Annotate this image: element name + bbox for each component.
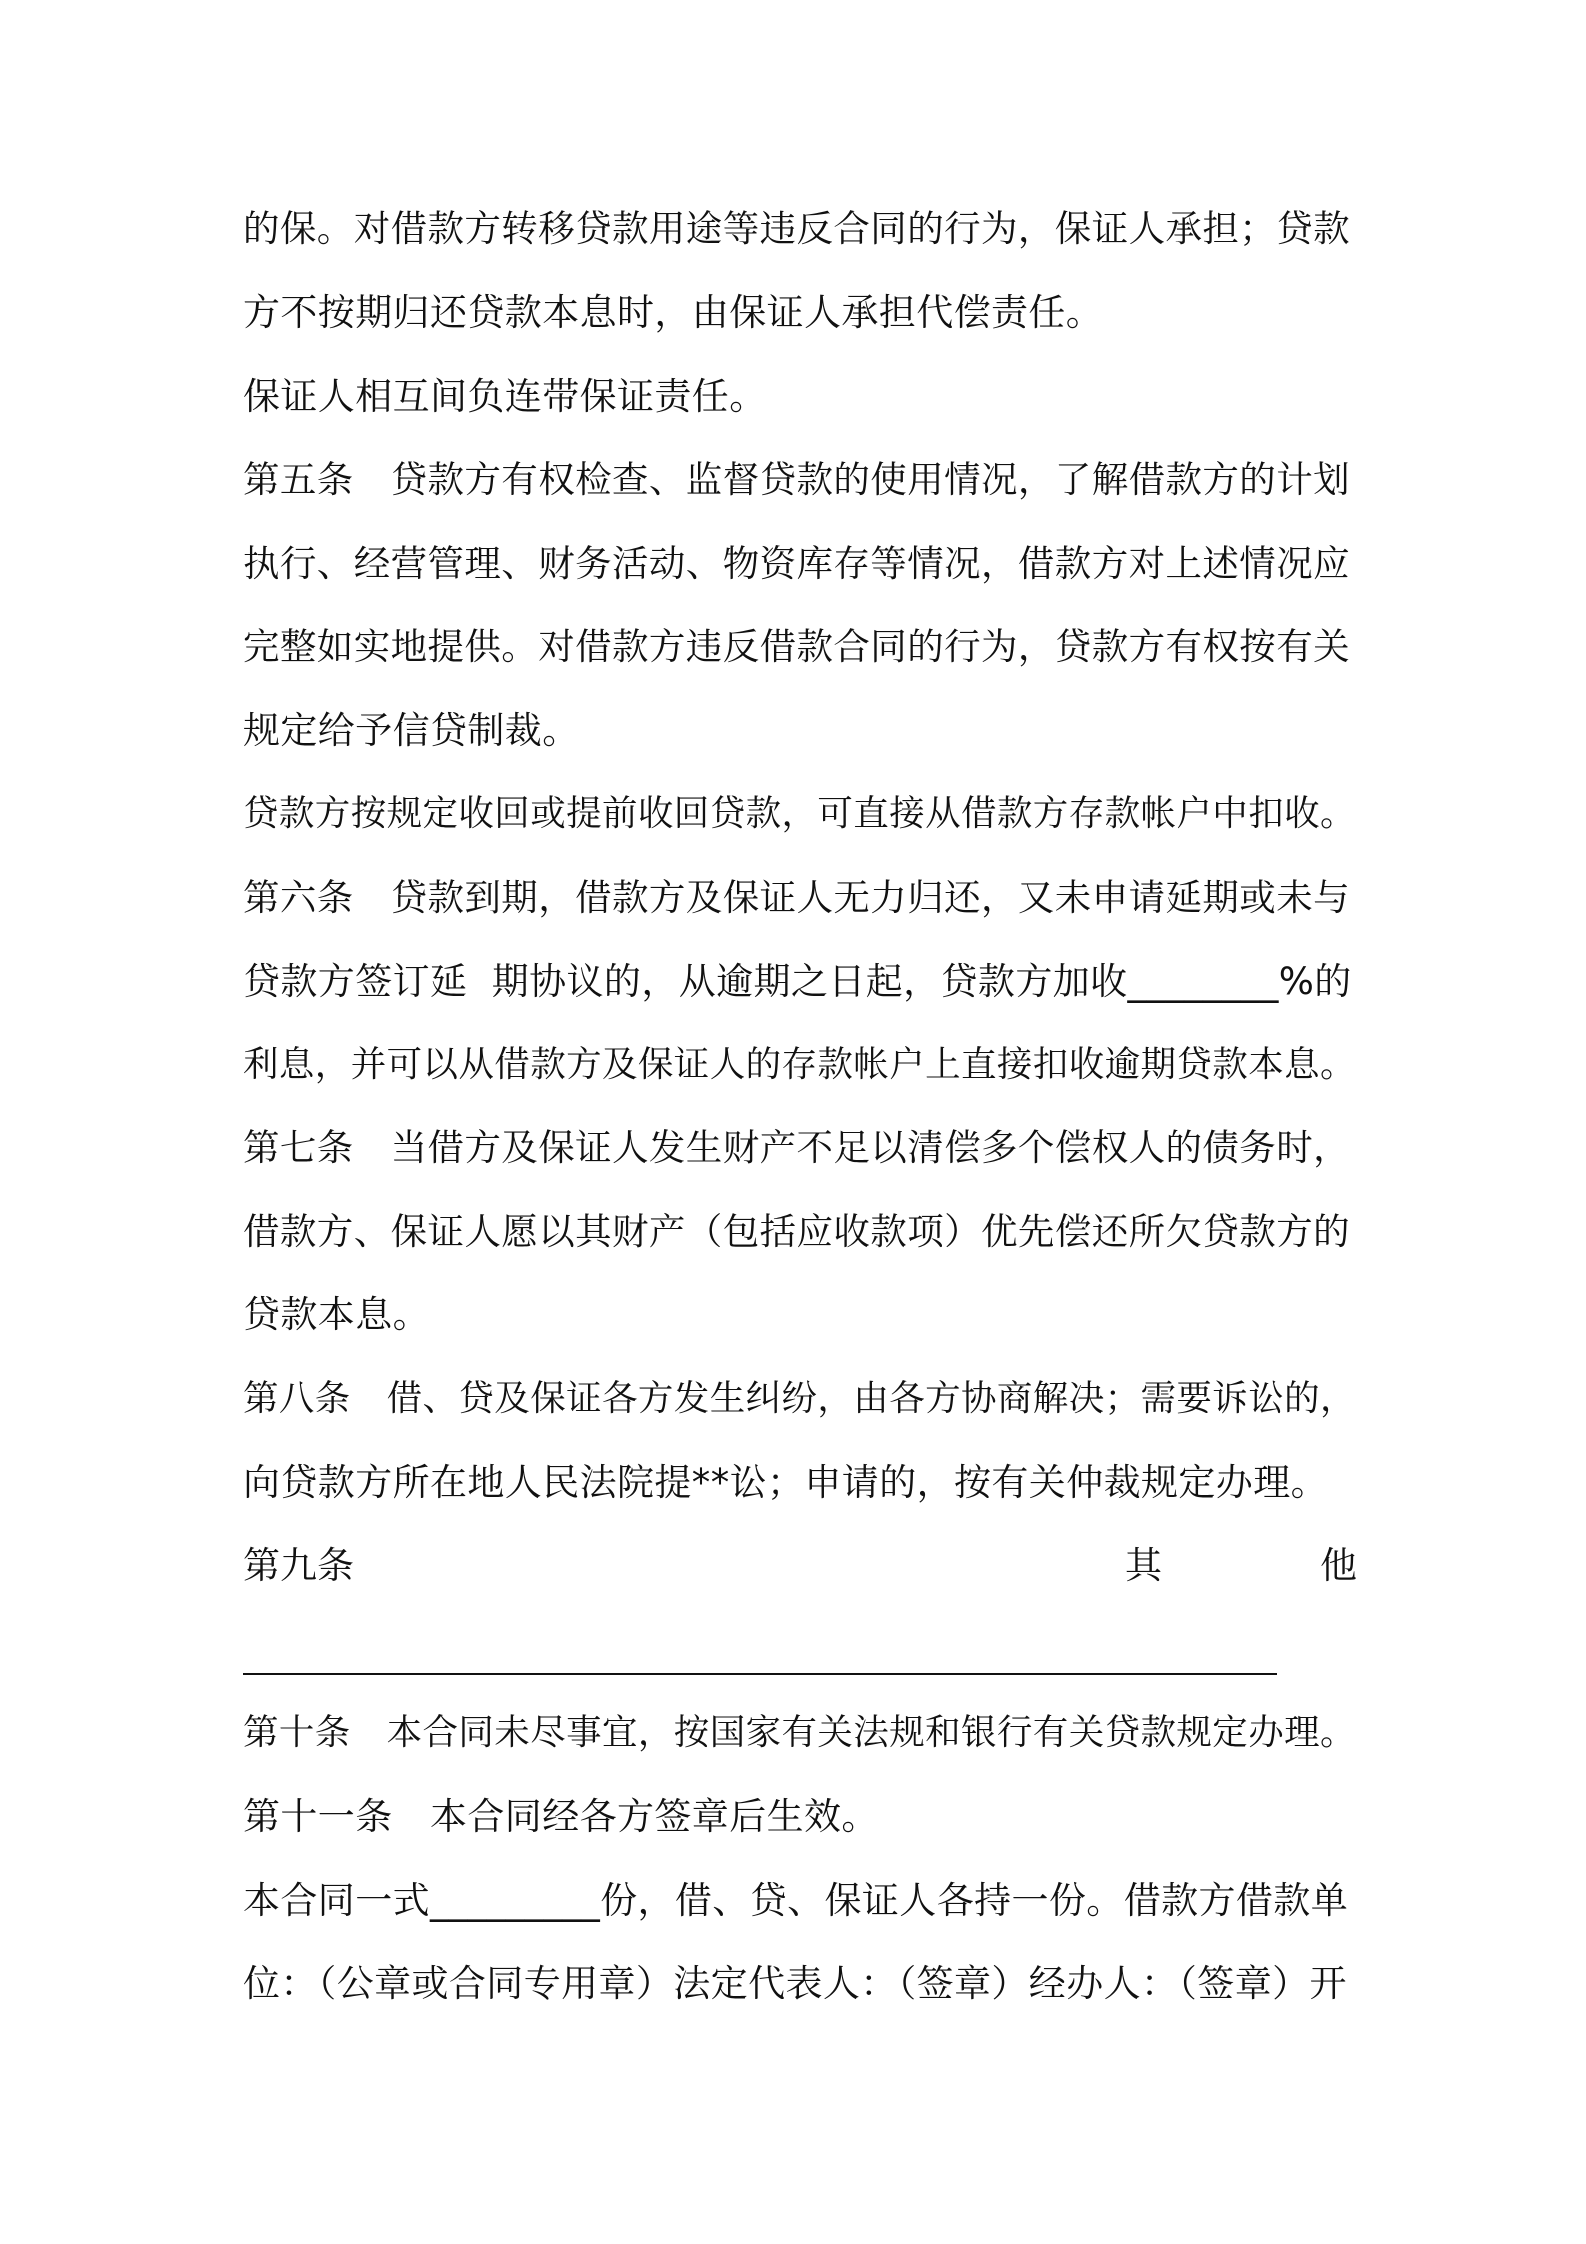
article-nine-char: 其 bbox=[1125, 1544, 1162, 1587]
text-line: 向贷款方所在地人民法院提**讼；申请的，按有关仲裁规定办理。 bbox=[243, 1461, 1328, 1504]
text-line: 贷款本息。 bbox=[243, 1293, 430, 1336]
text-line: 规定给予信贷制裁。 bbox=[243, 709, 580, 752]
text-line: 借款方、保证人愿以其财产（包括应收款项）优先偿还所欠贷款方的 bbox=[243, 1210, 1350, 1253]
text-line: 第五条 贷款方有权检查、监督贷款的使用情况，了解借款方的计划 bbox=[243, 458, 1350, 501]
text-line: 利息，并可以从借款方及保证人的存款帐户上直接扣收逾期贷款本息。 bbox=[243, 1044, 1356, 1085]
text-line: 第十一条 本合同经各方签章后生效。 bbox=[243, 1795, 879, 1838]
text-line: 方不按期归还贷款本息时，由保证人承担代偿责任。 bbox=[243, 291, 1104, 334]
text-line: 第六条 贷款到期，借款方及保证人无力归还，又未申请延期或未与 bbox=[243, 876, 1350, 919]
text-line: 第十条 本合同未尽事宜，按国家有关法规和银行有关贷款规定办理。 bbox=[243, 1712, 1356, 1753]
text-line: 执行、经营管理、财务活动、物资库存等情况，借款方对上述情况应 bbox=[243, 542, 1350, 585]
article-nine-char: 他 bbox=[1320, 1544, 1357, 1587]
blank-fill-line bbox=[243, 1673, 1277, 1675]
article-nine-char: 条 bbox=[317, 1544, 354, 1587]
text-line: 位：（公章或合同专用章）法定代表人：（签章）经办人：（签章）开 bbox=[243, 1962, 1347, 2005]
article-nine-heading bbox=[243, 1542, 1357, 1590]
text-line: 贷款方签订延 期协议的，从逾期之日起，贷款方加收________%的 bbox=[243, 960, 1352, 1003]
text-line: 完整如实地提供。对借款方违反借款合同的行为，贷款方有权按有关 bbox=[243, 625, 1350, 668]
article-nine-char: 第 bbox=[243, 1544, 280, 1587]
text-line: 贷款方按规定收回或提前收回贷款，可直接从借款方存款帐户中扣收。 bbox=[243, 793, 1356, 834]
article-nine-char: 九 bbox=[280, 1544, 317, 1587]
text-line: 保证人相互间负连带保证责任。 bbox=[243, 375, 767, 418]
text-line: 第七条 当借方及保证人发生财产不足以清偿多个偿权人的债务时， bbox=[243, 1126, 1350, 1169]
text-line: 第八条 借、贷及保证各方发生纠纷，由各方协商解决；需要诉讼的， bbox=[243, 1378, 1356, 1419]
text-line: 的保。对借款方转移贷款用途等违反合同的行为，保证人承担；贷款 bbox=[243, 207, 1350, 250]
text-line: 本合同一式_________份，借、贷、保证人各持一份。借款方借款单 bbox=[243, 1879, 1349, 1922]
